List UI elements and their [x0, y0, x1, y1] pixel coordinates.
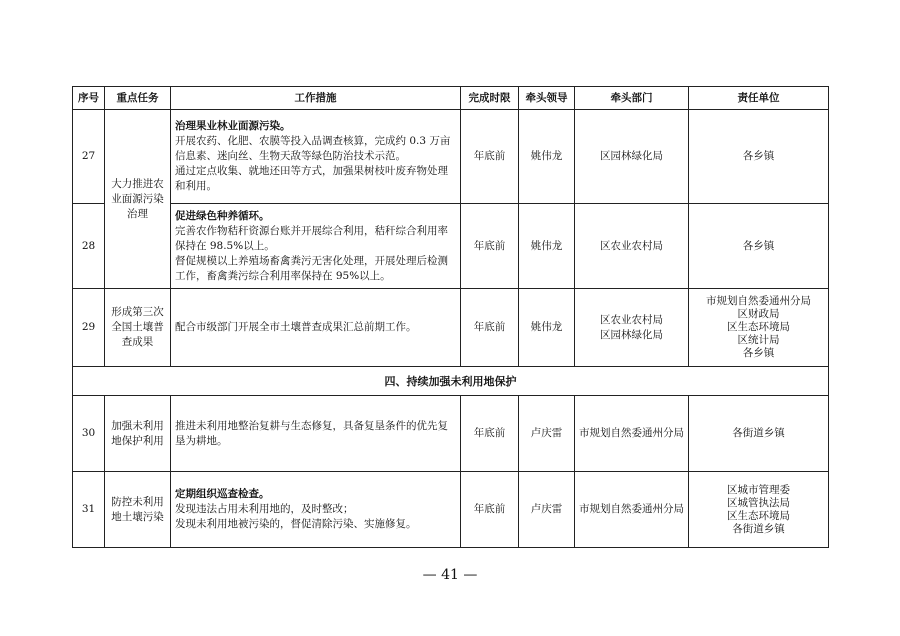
- header-no: 序号: [73, 87, 105, 110]
- table-row: [73, 204, 829, 289]
- unit-item: 各乡镇: [742, 239, 775, 252]
- row-task: 加强未利用地保护利用: [105, 396, 171, 472]
- section-row: [73, 367, 829, 396]
- dept-item: 市规划自然委通州分局: [579, 503, 684, 515]
- table-row: [73, 110, 829, 204]
- row-no: 31: [73, 472, 105, 548]
- dept-item: 区园林绿化局: [600, 328, 663, 341]
- unit-item: 各乡镇: [742, 347, 775, 359]
- row-measures: [171, 204, 461, 289]
- measure-line: 发现违法占用未利用地的，及时整改；: [175, 503, 354, 515]
- table-row: [73, 289, 829, 367]
- header-responsible-units: 责任单位: [689, 87, 829, 110]
- measure-line: 开展农药、化肥、农膜等投入品调查核算，完成约 0.3 万亩信息素、迷向丝、生物天敌等绿色防治技术示范。: [175, 135, 451, 162]
- unit-item: 区生态环境局: [727, 509, 790, 522]
- row-no: 27: [73, 110, 105, 204]
- unit-item: 区城管执法局: [727, 496, 790, 509]
- table-row: [73, 472, 829, 548]
- dept-item: 区园林绿化局: [600, 150, 663, 162]
- header-leader: 牵头领导: [519, 87, 575, 110]
- row-leader: 姚伟龙: [519, 110, 575, 204]
- unit-item: 区城市管理委: [727, 483, 790, 496]
- row-responsible-units: [689, 204, 829, 289]
- row-no: 30: [73, 396, 105, 472]
- row-responsible-units: [689, 289, 829, 367]
- row-deadline: 年底前: [461, 204, 519, 289]
- row-no: 29: [73, 289, 105, 367]
- unit-item: 各街道乡镇: [732, 522, 785, 535]
- measure-line: 通过定点收集、就地还田等方式，加强果树枝叶废弃物处理和利用。: [175, 165, 448, 192]
- header-lead-dept: 牵头部门: [575, 87, 689, 110]
- measure-line: 发现未利用地被污染的，督促清除污染、实施修复。: [175, 518, 417, 530]
- row-measures: [171, 472, 461, 548]
- table-header-row: [73, 87, 829, 110]
- unit-item: 区统计局: [737, 334, 780, 346]
- unit-item: 区生态环境局: [727, 321, 790, 333]
- row-leader: 卢庆雷: [519, 472, 575, 548]
- measure-heading: 定期组织巡查检查。: [175, 488, 270, 500]
- unit-item: 各乡镇: [742, 150, 775, 162]
- page-number: — 41 —: [422, 567, 478, 583]
- row-lead-dept: [575, 289, 689, 367]
- row-deadline: 年底前: [461, 289, 519, 367]
- row-lead-dept: [575, 472, 689, 548]
- row-measures: [171, 289, 461, 367]
- task-table: [72, 86, 829, 548]
- row-leader: 卢庆雷: [519, 396, 575, 472]
- measure-line: 完善农作物秸秆资源台账并开展综合利用，秸秆综合利用率保持在 98.5%以上。: [175, 224, 448, 252]
- row-task: 形成第三次全国土壤普查成果: [105, 289, 171, 367]
- unit-item: 市规划自然委通州分局: [706, 295, 811, 307]
- row-leader: 姚伟龙: [519, 289, 575, 367]
- row-deadline: 年底前: [461, 110, 519, 204]
- measure-heading: 促进绿色种养循环。: [175, 209, 270, 222]
- row-responsible-units: [689, 110, 829, 204]
- row-responsible-units: [689, 396, 829, 472]
- measure-line: 督促规模以上养殖场畜禽粪污无害化处理，开展处理后检测工作，畜禽粪污综合利用率保持在 95%以上。: [175, 254, 448, 282]
- row-task: 大力推进农业面源污染治理: [105, 110, 171, 289]
- row-lead-dept: [575, 396, 689, 472]
- header-deadline: 完成时限: [461, 87, 519, 110]
- measure-line: 配合市级部门开展全市土壤普查成果汇总前期工作。: [175, 321, 417, 333]
- header-task: 重点任务: [105, 87, 171, 110]
- row-responsible-units: [689, 472, 829, 548]
- table-row: [73, 396, 829, 472]
- row-task: 防控未利用地土壤污染: [105, 472, 171, 548]
- dept-item: 市规划自然委通州分局: [579, 427, 684, 439]
- row-deadline: 年底前: [461, 396, 519, 472]
- header-measures: 工作措施: [171, 87, 461, 110]
- measure-heading: 治理果业林业面源污染。: [175, 120, 291, 132]
- row-lead-dept: [575, 110, 689, 204]
- row-no: 28: [73, 204, 105, 289]
- dept-item: 区农业农村局: [600, 313, 663, 326]
- row-measures: [171, 396, 461, 472]
- measure-line: 推进未利用地整治复耕与生态修复，具备复垦条件的优先复垦为耕地。: [175, 419, 448, 447]
- row-deadline: 年底前: [461, 472, 519, 548]
- row-lead-dept: [575, 204, 689, 289]
- row-leader: 姚伟龙: [519, 204, 575, 289]
- unit-item: 区财政局: [737, 308, 780, 320]
- section-title: 四、持续加强未利用地保护: [73, 367, 829, 396]
- row-measures: [171, 110, 461, 204]
- unit-item: 各街道乡镇: [732, 427, 785, 439]
- dept-item: 区农业农村局: [600, 239, 663, 252]
